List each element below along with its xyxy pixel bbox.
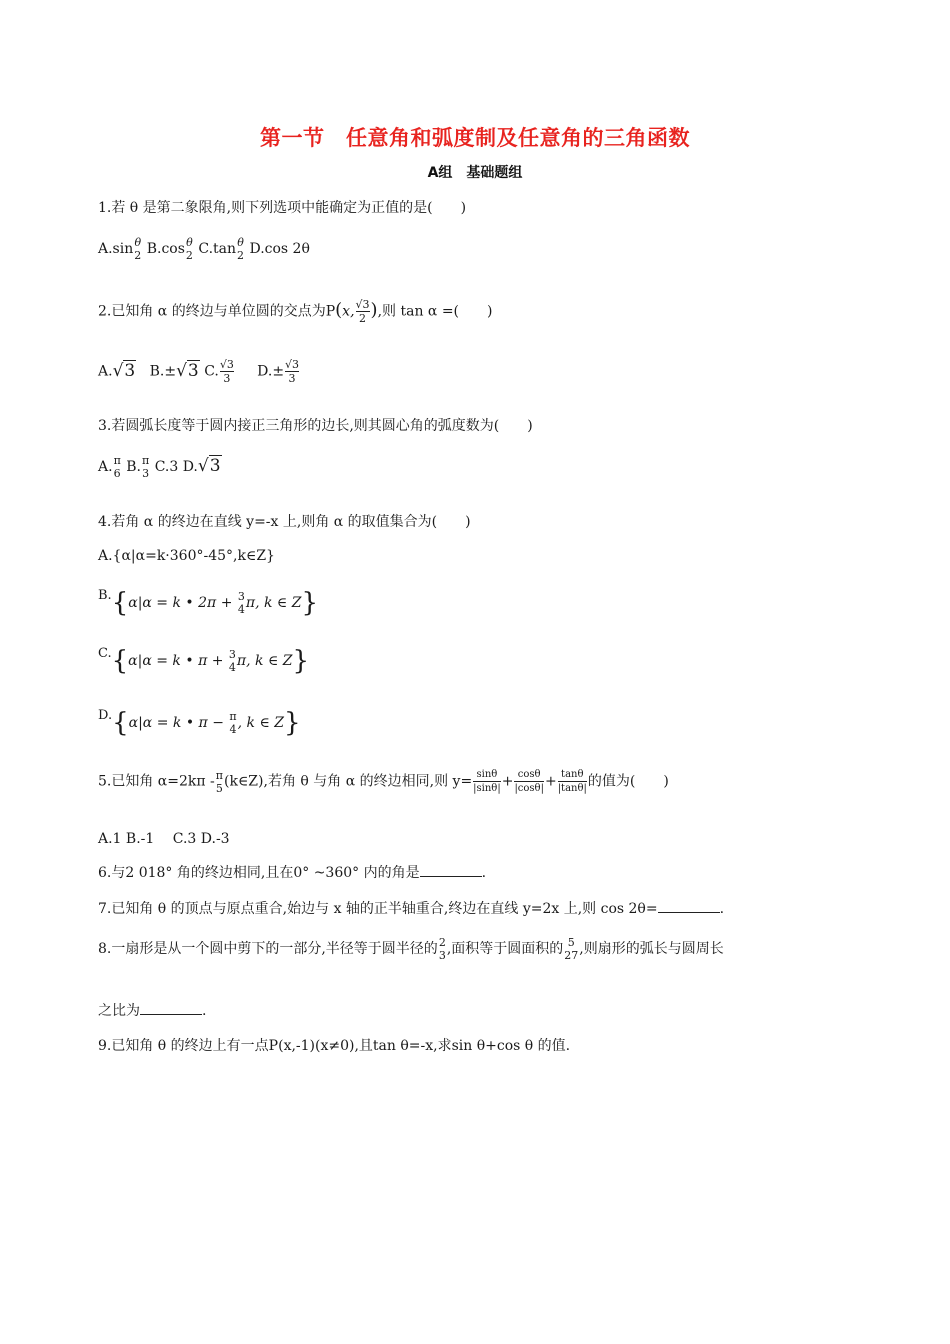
sqrt-symbol: √3 (112, 360, 136, 381)
point-x: x, (342, 303, 355, 320)
fraction: $\frac{√3}{3}$ (219, 358, 234, 385)
option-b: B. (126, 459, 141, 475)
question-3-options (98, 454, 222, 480)
page-title: 第一节 任意角和弧度制及任意角的三角函数 (260, 126, 690, 150)
question-3: 3.若圆弧长度等于圆内接正三角形的边长,则其圆心角的弧度数为( ) (98, 418, 533, 434)
question-5: 5.已知角 α=2kπ - π 5 (k∈Z),若角 θ 与角 α 的终边相同,则 y= $\frac{\sin\theta}{|\sin\theta|}$ + $\frac{\cos\theta}{|\cos\theta|}$ + $\frac{\tan\theta}{|\tan\theta|}$ 的值为( ) (98, 768, 669, 795)
fraction: θ 2 (134, 236, 142, 262)
paren-close: ) (370, 299, 378, 321)
sqrt-symbol: √3 (176, 360, 199, 381)
question-1: 1.若 θ 是第二象限角,则下列选项中能确定为正值的是( ) (98, 200, 467, 216)
option-c: C.tan (198, 241, 237, 257)
sqrt-symbol: √3 (197, 456, 221, 476)
option-b: B.cos (146, 241, 185, 257)
option-c-d: C.3 D. (154, 459, 198, 475)
question-2-stem: 2.已知角 α 的终边与单位圆的交点为P (98, 303, 336, 320)
option-d: D.cos 2θ (249, 241, 310, 257)
paren-open: ( (335, 299, 343, 321)
option-a: A. (98, 363, 113, 380)
question-6: 6.与2 018° 角的终边相同,且在0° ~360° 内的角是 . (98, 862, 486, 883)
question-4: 4.若角 α 的终边在直线 y=-x 上,则角 α 的取值集合为( ) (98, 514, 471, 530)
question-2-options (98, 358, 300, 385)
answer-blank[interactable] (420, 862, 482, 877)
question-2 (98, 298, 492, 325)
fraction: π 3 (142, 454, 150, 480)
question-1-options (98, 236, 310, 262)
fraction: θ 2 (237, 236, 245, 262)
option-c: C. (204, 363, 219, 380)
question-2-tail: ,则 tan α =( ) (377, 303, 493, 320)
option-a: A. (98, 459, 113, 475)
answer-blank[interactable] (140, 1000, 202, 1015)
question-9: 9.已知角 θ 的终边上有一点P(x,-1)(x≠0),且tan θ=-x,求sin θ+cos θ 的值. (98, 1038, 571, 1054)
question-8: 8.一扇形是从一个圆中剪下的一部分,半径等于圆半径的 2 3 ,面积等于圆面积的 5 27 ,则扇形的弧长与圆周长 (98, 936, 724, 962)
fraction: π 6 (113, 454, 121, 480)
option-b: B.{α|α = k • 2π + 3 4 π, k ∈ Z} (98, 588, 318, 618)
fraction: θ 2 (185, 236, 193, 262)
question-8-line-2: 之比为 . (98, 1000, 206, 1021)
option-d: D.{α|α = k • π − π 4 , k ∈ Z} (98, 708, 301, 738)
option-d: D.± (257, 363, 285, 380)
group-heading: A组 基础题组 (427, 165, 523, 181)
question-5-options: A.1 B.-1 C.3 D.-3 (98, 831, 230, 847)
option-a: A.sin (98, 241, 134, 257)
fraction: $\frac{√3}{2}$ (355, 298, 370, 325)
fraction: $\frac{√3}{3}$ (285, 358, 300, 385)
option-c: C.{α|α = k • π + 3 4 π, k ∈ Z} (98, 646, 310, 676)
answer-blank[interactable] (658, 898, 720, 913)
option-b: B.± (149, 363, 177, 380)
option-a: A.{α|α=k·360°-45°,k∈Z} (98, 548, 275, 564)
question-7: 7.已知角 θ 的顶点与原点重合,始边与 x 轴的正半轴重合,终边在直线 y=2x 上,则 cos 2θ= . (98, 898, 724, 919)
